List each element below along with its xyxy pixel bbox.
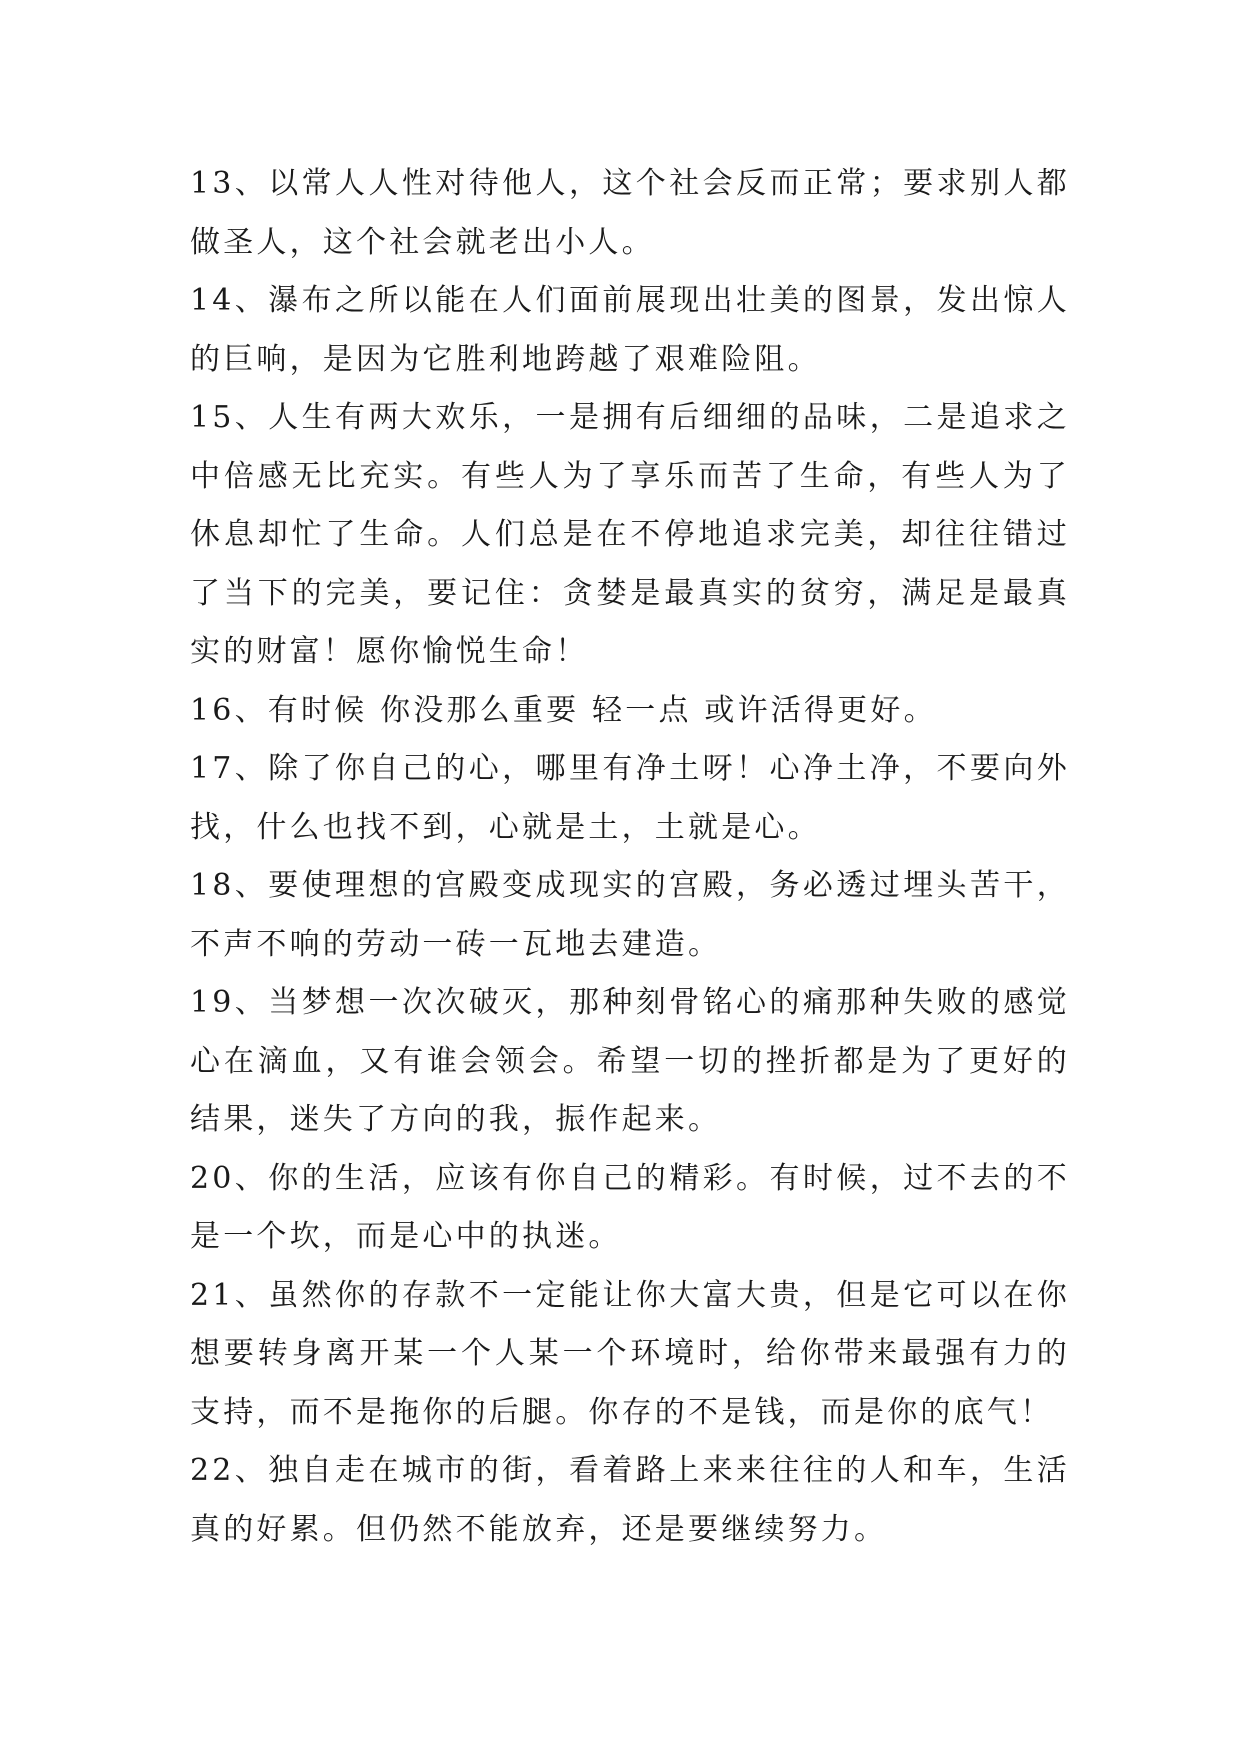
quote-item-22: 22、独自走在城市的街，看着路上来来往往的人和车，生活真的好累。但仍然不能放弃，还是要继续努力。 [190,1453,1070,1547]
quote-item-15: 15、人生有两大欢乐，一是拥有后细细的品味，二是追求之中倍感无比充实。有些人为了享乐而苦了生命，有些人为了休息却忙了生命。人们总是在不停地追求完美，却往往错过了当下的完美，要记住：贪婪是最真实的贫穷，满足是最真实的财富！愿你愉悦生命！ [190,400,1070,669]
quote-item-21: 21、虽然你的存款不一定能让你大富大贵，但是它可以在你想要转身离开某一个人某一个环境时，给你带来最强有力的支持，而不是拖你的后腿。你存的不是钱，而是你的底气！ [190,1277,1070,1430]
quote-list [190,155,1070,1559]
quote-item-13: 13、以常人人性对待他人，这个社会反而正常；要求别人都做圣人，这个社会就老出小人。 [190,166,1070,260]
quote-item-20: 20、你的生活，应该有你自己的精彩。有时候，过不去的不是一个坎，而是心中的执迷。 [190,1160,1070,1254]
quote-item-16: 16、有时候 你没那么重要 轻一点 或许活得更好。 [190,692,937,728]
quote-item-17: 17、除了你自己的心，哪里有净土呀！心净土净，不要向外找，什么也找不到，心就是土，土就是心。 [190,751,1070,845]
quote-item-19: 19、当梦想一次次破灭，那种刻骨铭心的痛那种失败的感觉心在滴血，又有谁会领会。希望一切的挫折都是为了更好的结果，迷失了方向的我，振作起来。 [190,985,1070,1137]
quote-item-18: 18、要使理想的宫殿变成现实的宫殿，务必透过埋头苦干，不声不响的劳动一砖一瓦地去建造。 [190,868,1070,962]
quote-item-14: 14、瀑布之所以能在人们面前展现出壮美的图景，发出惊人的巨响，是因为它胜利地跨越了艰难险阻。 [190,283,1070,377]
